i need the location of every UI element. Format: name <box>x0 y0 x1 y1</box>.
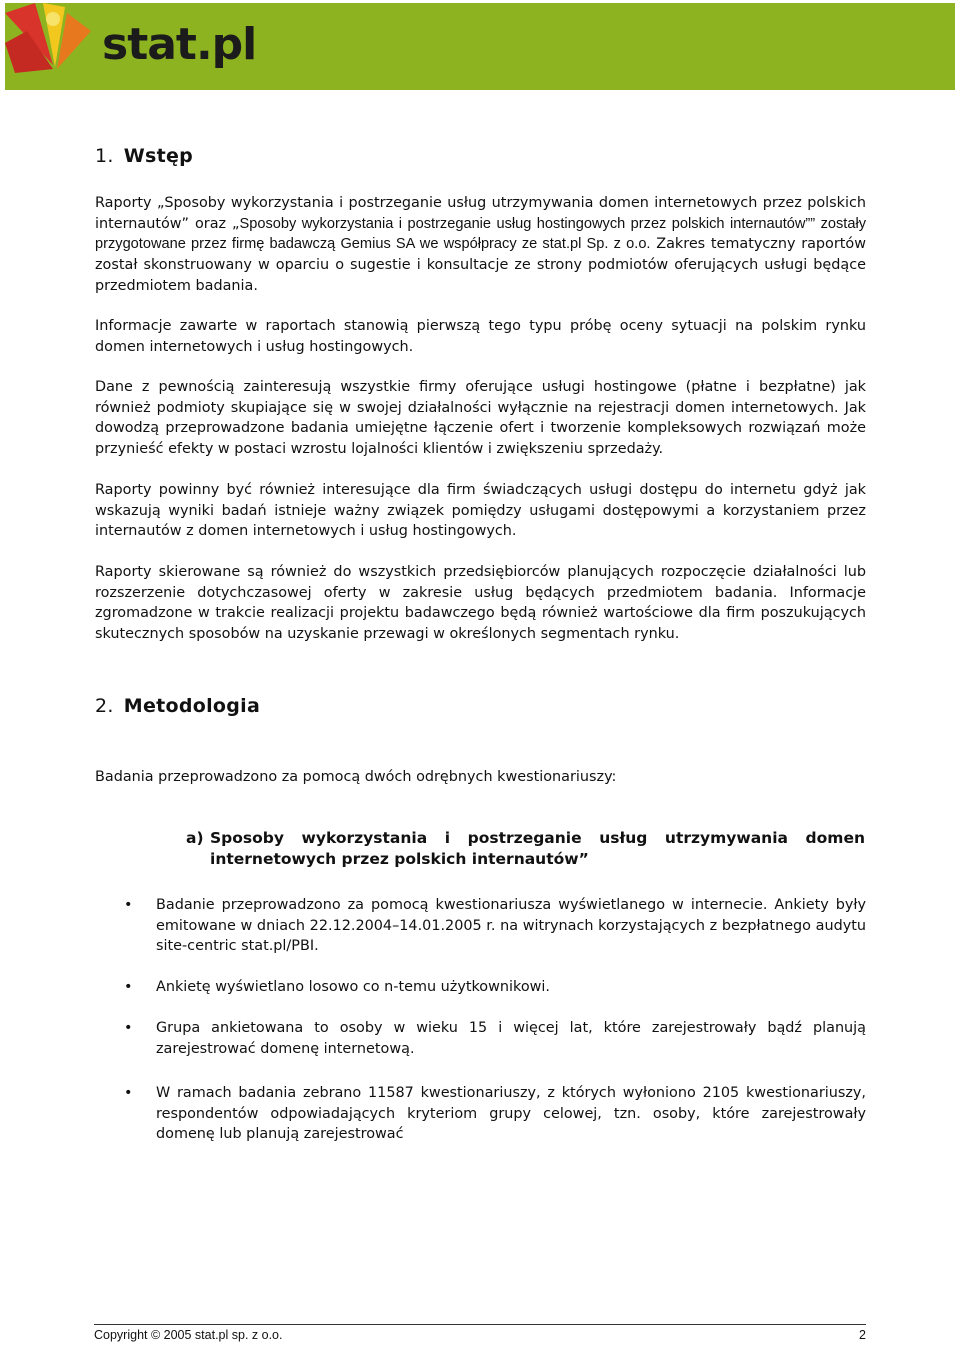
footer-divider <box>94 1324 866 1325</box>
header-bar <box>5 3 955 90</box>
list-item-text: Ankietę wyświetlano losowo co n-temu użytkownikowi. <box>156 979 550 995</box>
footer-page-number: 2 <box>859 1328 866 1342</box>
footer-copyright: Copyright © 2005 stat.pl sp. z o.o. <box>94 1328 283 1342</box>
bullet-icon: • <box>124 1020 133 1036</box>
bullet-icon: • <box>124 979 133 995</box>
section-2-title: Metodologia <box>123 695 261 717</box>
section-1-heading <box>95 145 193 167</box>
list-item-text: W ramach badania zebrano 11587 kwestionariuszy, z których wyłoniono 2105 kwestionariuszy, respondentów odpowiadających kryteriom grupy celowej, tzn. osoby, które zarejestrowały domenę lub planują zarejestrować <box>156 1085 866 1143</box>
paragraph-intro-part-a: Raporty „Sposoby wykorzystania i postrzeganie usług utrzymywania domen internetowych przez polskich internautów” oraz „ <box>95 195 866 232</box>
list-item <box>124 895 866 957</box>
bullet-icon: • <box>124 1085 133 1101</box>
paragraph-reports-entrepreneurs: Raporty skierowane są również do wszystkich przedsiębiorców planujących rozpoczęcie działalności lub rozszerzenie dotychczasowej oferty w zakresie usług będących przedmiotem badania. Informacje zgromadzone w trakcie realizacji projektu badawczego będą również wartościowe dla firm poszukujących skutecznych sposobów na uzyskanie przewagi w określonych segmentach rynku. <box>95 564 866 643</box>
section-1-title: Wstęp <box>123 145 194 167</box>
list-item-text: Badanie przeprowadzono za pomocą kwestionariusza wyświetlanego w internecie. Ankiety były emitowane w dniach 22.12.2004–14.01.2005 r. na witrynach korzystających z bezpłatnego audytu site-centric stat.pl/PBI. <box>156 897 866 955</box>
paragraph-methodology-intro: Badania przeprowadzono za pomocą dwóch odrębnych kwestionariuszy: <box>95 769 617 785</box>
list-item <box>124 977 866 998</box>
stat-pl-logo-icon <box>5 3 95 90</box>
list-item <box>124 1083 866 1145</box>
paragraph-information: Informacje zawarte w raportach stanowią pierwszą tego typu próbę oceny sytuacji na polskim rynku domen internetowych i usług hostingowych. <box>95 318 866 355</box>
paragraph-intro-part-c: Zakres tematyczny raportów został skonstruowany w oparciu o sugestie i konsultacje ze strony podmiotów oferujących usługi będące przedmiotem badania. <box>95 236 866 294</box>
section-2-number: 2. <box>95 695 114 717</box>
paragraph-intro-part-b: Sposoby wykorzystania i postrzeganie usług hostingowych przez polskich internautów”” zostały przygotowane przez firmę badawczą Gemius SA we współpracy ze stat.pl Sp. z o.o. <box>95 215 866 253</box>
logo-text: stat.pl <box>102 19 257 70</box>
paragraph-reports-isp: Raporty powinny być również interesujące dla firm świadczących usługi dostępu do internetu gdyż jak wskazują wyniki badań istnieje ważny związek pomiędzy usługami dostępowymi a korzystaniem przez internautów z domen internetowych i usług hostingowych. <box>95 482 866 540</box>
list-item <box>124 1018 866 1059</box>
bullet-icon: • <box>124 897 133 913</box>
paragraph-data: Dane z pewnością zainteresują wszystkie firmy oferujące usługi hostingowe (płatne i bezpłatne) jak również podmioty skupiające się w swojej działalności wyłącznie na rejestracji domen internetowych. Jak dowodzą przeprowadzone badania umiejętne łączenie ofert i tworzenie kompleksowych rozwiązań może przynieść efekty w postaci wzrostu lojalności klientów i zwiększeniu sprzedaży. <box>95 379 866 458</box>
subsection-a-title: Sposoby wykorzystania i postrzeganie usług utrzymywania domen internetowych przez polskich internautów” <box>210 829 865 868</box>
subsection-a <box>186 828 866 870</box>
section-1-number: 1. <box>95 145 114 167</box>
subsection-a-label: a) <box>186 829 204 847</box>
paragraph-intro <box>95 193 866 297</box>
list-item-text: Grupa ankietowana to osoby w wieku 15 i więcej lat, które zarejestrowały bądź planują zarejestrować domenę internetową. <box>156 1020 866 1057</box>
section-2-heading <box>95 695 260 717</box>
